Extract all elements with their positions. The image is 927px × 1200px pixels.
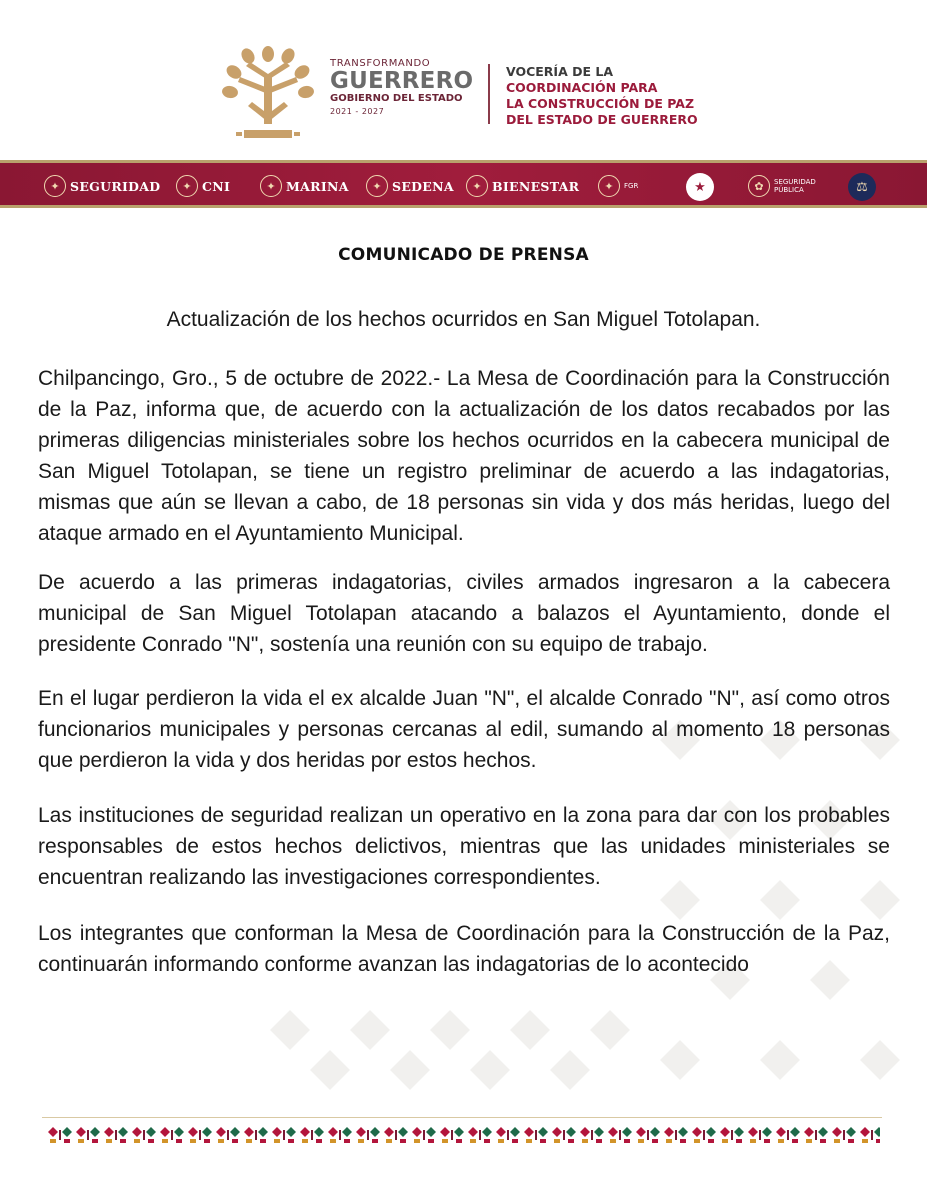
- gov-state-name: GUERRERO: [330, 68, 474, 94]
- institution-marina: ✦ MARINA: [260, 172, 349, 200]
- press-release-title: COMUNICADO DE PRENSA: [338, 245, 589, 265]
- paragraph-3: En el lugar perdieron la vida el ex alcalde Juan "N", el alcalde Conrado "N", así como otros funcionarios municipales y personas cercanas al edil, sumando al momento 18 personas que perdieron la vida y dos heridas por estos hechos.: [38, 687, 890, 772]
- eagle-seal-icon: ✦: [366, 175, 388, 197]
- eagle-seal-icon: ✦: [176, 175, 198, 197]
- guerrero-seal-icon: ✿: [748, 175, 770, 197]
- eagle-seal-icon: ✦: [466, 175, 488, 197]
- eagle-seal-icon: ✦: [260, 175, 282, 197]
- paragraph-5: Los integrantes que conforman la Mesa de Coordinación para la Construcción de la Paz, continuarán informando conforme avanzan las indagatorias de lo acontecido: [38, 922, 890, 976]
- institution-sedena: ✦ SEDENA: [366, 172, 454, 200]
- press-release-subtitle: Actualización de los hechos ocurridos en San Miguel Totolapan.: [166, 308, 761, 331]
- embroidered-border-icon: [46, 1124, 880, 1146]
- eagle-seal-icon: ✦: [598, 175, 620, 197]
- institution-bienestar: ✦ BIENESTAR: [466, 172, 579, 200]
- document-header: [0, 0, 927, 160]
- voceria-line-2: COORDINACIÓN PARA: [506, 80, 658, 95]
- voceria-block: [506, 64, 756, 128]
- gov-tagline: TRANSFORMANDO: [330, 58, 431, 69]
- voceria-line-1: VOCERÍA DE LA: [506, 64, 614, 79]
- gov-subtitle: GOBIERNO DEL ESTADO: [330, 93, 463, 104]
- institution-seguridad: ✦ SEGURIDAD: [44, 172, 160, 200]
- footer-divider: [42, 1117, 882, 1118]
- paragraph-4: Las instituciones de seguridad realizan un operativo en la zona para dar con los probables responsables de estos hechos delictivos, mientras que las unidades ministeriales se encuentran realizando las investigaciones correspondientes.: [38, 804, 890, 889]
- paragraph-2: De acuerdo a las primeras indagatorias, civiles armados ingresaron a la cabecera municipal de San Miguel Totolapan atacando a balazos el Ayuntamiento, donde el presidente Conrado "N", sostenía una reunión con su equipo de trabajo.: [38, 571, 890, 656]
- voceria-line-3: LA CONSTRUCCIÓN DE PAZ: [506, 96, 695, 111]
- guardia-nacional-badge-icon: ★: [686, 173, 714, 201]
- gov-term-years: 2021 - 2027: [330, 107, 385, 116]
- eagle-seal-icon: ✦: [44, 175, 66, 197]
- paragraph-1: Chilpancingo, Gro., 5 de octubre de 2022.- La Mesa de Coordinación para la Construcción de la Paz, informa que, de acuerdo con la actualización de los datos recabados por las primeras diligencias ministeriales sobre los hechos ocurridos en la cabecera municipal de San Miguel Totolapan, se tiene un registro preliminar de acuerdo a las indagatorias, mismas que aún se llevan a cabo, de 18 personas sin vida y dos más heridas, luego del ataque armado en el Ayuntamiento Municipal.: [38, 367, 890, 545]
- institution-seguridad-publica: ✿ SEGURIDAD PÚBLICA: [748, 172, 834, 200]
- header-divider: [488, 64, 490, 124]
- textile-watermark-icon: [260, 990, 640, 1100]
- institutions-banner: [0, 160, 927, 208]
- guerrero-tree-logo-icon: [218, 44, 318, 144]
- institution-cni: ✦ CNI: [176, 172, 230, 200]
- voceria-line-4: DEL ESTADO DE GUERRERO: [506, 112, 698, 127]
- institution-fgr: ✦ FGR: [598, 172, 638, 200]
- fge-badge-icon: ⚖: [848, 173, 876, 201]
- guerrero-government-logo: [330, 58, 480, 116]
